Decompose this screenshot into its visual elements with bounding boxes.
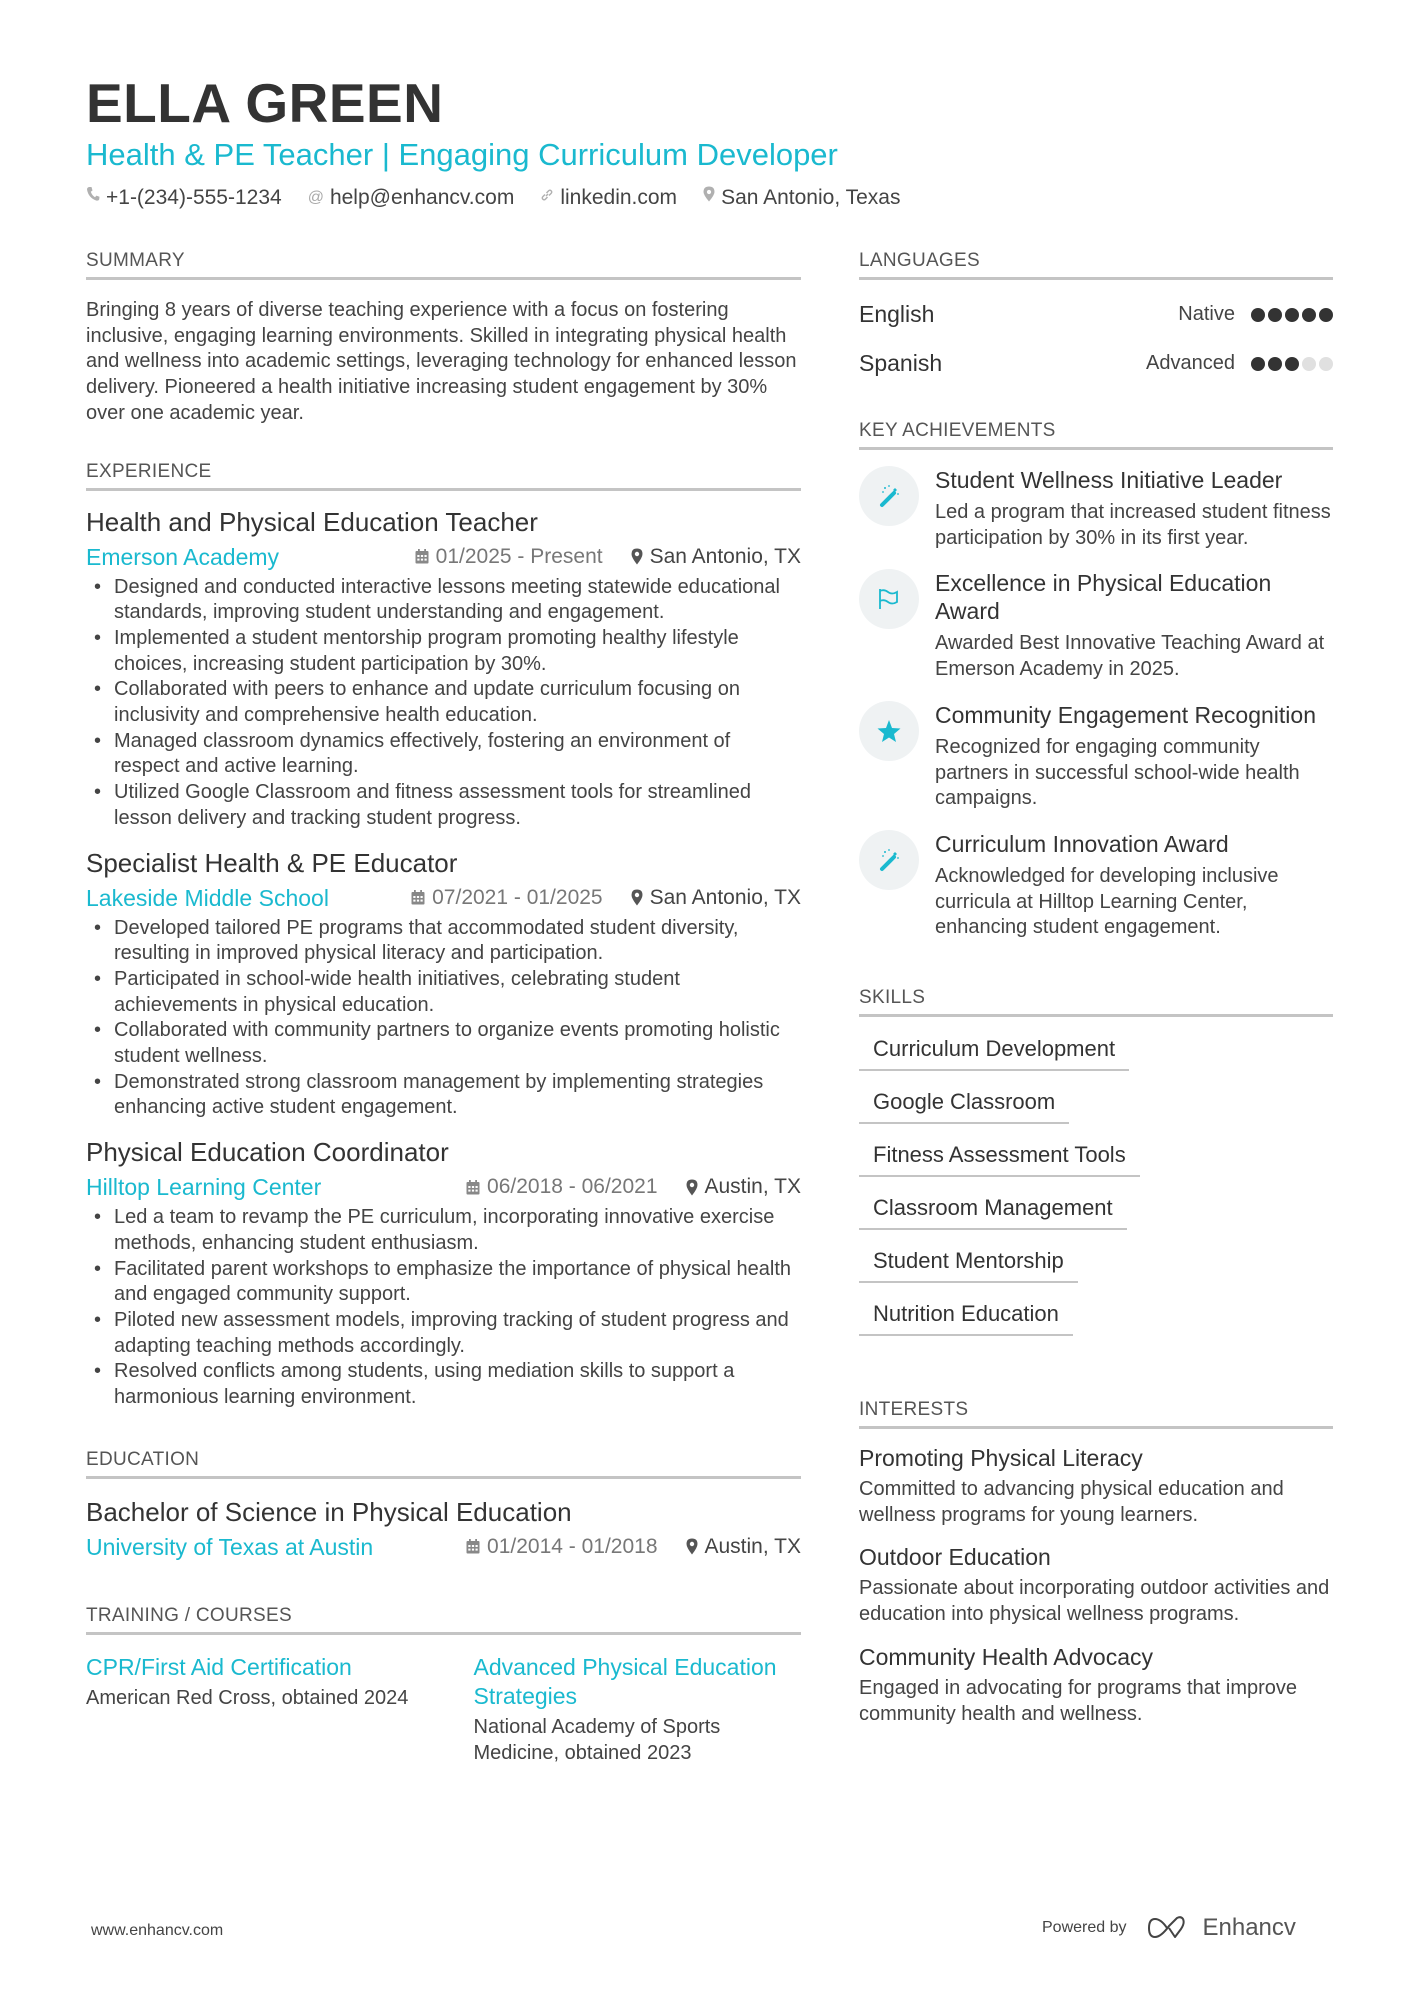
bullet-item: • Collaborated with peers to enhance and update curriculum focusing on inclusivity and comprehensive health education. — [86, 677, 801, 728]
job-bullets — [86, 575, 801, 832]
interests-section — [859, 1397, 1333, 1727]
course-item — [474, 1653, 802, 1766]
proficiency-dots — [1251, 308, 1333, 322]
linkedin-text[interactable]: linkedin.com — [560, 186, 678, 209]
section-heading: INTERESTS — [859, 1397, 1333, 1429]
location-text: San Antonio, Texas — [721, 186, 901, 209]
bullet-item: • Collaborated with community partners to organize events promoting holistic student wellness. — [86, 1018, 801, 1069]
company-name: Emerson Academy — [86, 543, 280, 570]
language-item — [859, 339, 1333, 388]
course-title: CPR/First Aid Certification — [86, 1653, 352, 1680]
job-dates: 01/2025 - Present — [435, 544, 603, 568]
interest-item — [859, 1443, 1333, 1528]
dot-filled — [1285, 308, 1299, 322]
job-dates: 06/2018 - 06/2021 — [487, 1175, 658, 1199]
course-item — [86, 1653, 414, 1766]
location-pin-icon — [703, 184, 715, 212]
skill-tag: Curriculum Development — [859, 1031, 1129, 1071]
location-pin-icon — [686, 1538, 698, 1555]
job-location: San Antonio, TX — [649, 544, 801, 568]
contact-bar — [86, 184, 1336, 212]
experience-entry — [86, 1135, 801, 1411]
courses-list — [86, 1653, 801, 1766]
language-name: Spanish — [859, 350, 943, 376]
resume-header — [86, 72, 1336, 212]
bullet-item: • Resolved conflicts among students, using mediation skills to support a harmonious learning environment. — [86, 1359, 801, 1410]
skills-section — [859, 985, 1333, 1349]
enhancv-logo-icon — [1147, 1915, 1193, 1941]
bullet-item: • Demonstrated strong classroom management by implementing strategies enhancing active student engagement. — [86, 1070, 801, 1121]
enhancv-logo[interactable] — [1147, 1914, 1296, 1942]
contact-phone — [86, 184, 282, 212]
education-entry — [86, 1495, 801, 1563]
location-pin-icon — [686, 1179, 698, 1196]
candidate-title: Health & PE Teacher | Engaging Curriculum Developer — [86, 137, 838, 172]
star-icon — [859, 701, 919, 761]
course-description: National Academy of Sports Medicine, obtained 2023 — [473, 1715, 721, 1764]
bullet-item: • Utilized Google Classroom and fitness assessment tools for streamlined lesson delivery and tracking student progress. — [86, 780, 801, 831]
job-meta — [86, 882, 801, 914]
footer-branding — [1042, 1914, 1296, 1942]
right-column — [859, 248, 1333, 1727]
section-heading: KEY ACHIEVEMENTS — [859, 418, 1333, 450]
email-text[interactable]: help@enhancv.com — [329, 186, 515, 209]
achievements-section — [859, 418, 1333, 941]
contact-linkedin[interactable] — [540, 184, 677, 212]
experience-section — [86, 459, 801, 1411]
languages-section — [859, 248, 1333, 388]
location-pin-icon — [631, 889, 643, 906]
dot-filled — [1251, 308, 1265, 322]
bullet-item: • Designed and conducted interactive lessons meeting statewide educational standards, improving student understanding and engagement. — [86, 575, 801, 626]
dot-filled — [1285, 357, 1299, 371]
achievement-description: Acknowledged for developing inclusive curricula at Hilltop Learning Center, enhancing student engagement. — [935, 864, 1279, 939]
job-title: Specialist Health & PE Educator — [86, 847, 458, 878]
footer-website-link[interactable]: www.enhancv.com — [91, 1922, 224, 1939]
training-section — [86, 1603, 801, 1766]
summary-text: Bringing 8 years of diverse teaching experience with a focus on fostering inclusive, engaging learning environments. Skilled in integrating physical health and wellness into academic settings, leveraging technology for enhanced lesson delivery. Pioneered a health initiative increasing student engagement by 30% over one academic year. — [86, 299, 797, 424]
interest-description: Committed to advancing physical education and wellness programs for young learners. — [859, 1478, 1284, 1526]
phone-text: +1-(234)-555-1234 — [106, 186, 282, 209]
achievement-title: Community Engagement Recognition — [935, 701, 1316, 728]
job-bullets — [86, 916, 801, 1122]
dot-filled — [1268, 357, 1282, 371]
bullet-item: • Led a team to revamp the PE curriculum, incorporating innovative exercise methods, enhancing student enthusiasm. — [86, 1205, 801, 1256]
magic-wand-icon — [859, 830, 919, 890]
section-heading: LANGUAGES — [859, 248, 1333, 280]
calendar-icon — [466, 1539, 480, 1554]
achievement-description: Led a program that increased student fitness participation by 30% in its first year. — [935, 501, 1331, 549]
achievement-item — [859, 569, 1333, 682]
location-pin-icon — [631, 548, 643, 565]
bullet-item: • Managed classroom dynamics effectively, fostering an environment of respect and active learning. — [86, 729, 801, 780]
bullet-item: • Implemented a student mentorship program promoting healthy lifestyle choices, increasing student participation by 30%. — [86, 626, 801, 677]
achievement-item — [859, 830, 1333, 941]
school-name: University of Texas at Austin — [86, 1533, 374, 1560]
contact-location — [703, 184, 900, 212]
interest-item — [859, 1542, 1333, 1627]
job-location: San Antonio, TX — [649, 885, 801, 909]
magic-wand-icon — [859, 466, 919, 526]
achievement-description: Awarded Best Innovative Teaching Award at Emerson Academy in 2025. — [935, 632, 1325, 681]
language-item — [859, 290, 1333, 339]
interest-title: Outdoor Education — [859, 1544, 1051, 1571]
link-icon — [540, 184, 554, 212]
achievement-item — [859, 466, 1333, 551]
job-dates: 07/2021 - 01/2025 — [432, 885, 603, 909]
company-name: Hilltop Learning Center — [86, 1174, 322, 1201]
language-level: Advanced — [1146, 352, 1235, 374]
education-meta — [86, 1531, 801, 1563]
job-location: Austin, TX — [704, 1175, 801, 1199]
bullet-item: • Participated in school-wide health initiatives, celebrating student achievements in physical education. — [86, 967, 801, 1018]
contact-email[interactable] — [308, 184, 515, 212]
course-title: Advanced Physical Education Strategies — [473, 1653, 777, 1709]
bullet-item: • Developed tailored PE programs that accommodated student diversity, resulting in improved physical literacy and participation. — [86, 916, 801, 967]
skills-list — [859, 1031, 1333, 1349]
bullet-item: • Piloted new assessment models, improving tracking of student progress and adapting teaching methods accordingly. — [86, 1308, 801, 1359]
calendar-icon — [411, 890, 425, 905]
phone-icon — [86, 184, 100, 212]
proficiency-dots — [1251, 357, 1333, 371]
experience-entry — [86, 505, 801, 832]
section-heading: EDUCATION — [86, 1447, 801, 1479]
interest-description: Engaged in advocating for programs that improve community health and wellness. — [859, 1676, 1298, 1725]
job-meta — [86, 541, 801, 573]
left-column — [86, 248, 801, 1766]
at-icon: @ — [307, 189, 324, 206]
bullet-item: • Facilitated parent workshops to emphasize the importance of physical health and engaged community support. — [86, 1257, 801, 1308]
dot-filled — [1302, 308, 1316, 322]
language-name: English — [859, 301, 935, 327]
course-description: American Red Cross, obtained 2024 — [86, 1686, 409, 1709]
job-bullets — [86, 1205, 801, 1411]
company-name: Lakeside Middle School — [86, 884, 329, 911]
dot-filled — [1319, 308, 1333, 322]
achievement-item — [859, 701, 1333, 812]
interest-title: Community Health Advocacy — [859, 1643, 1154, 1670]
interest-item — [859, 1642, 1333, 1727]
skill-tag: Classroom Management — [859, 1190, 1127, 1230]
achievement-title: Curriculum Innovation Award — [935, 830, 1229, 857]
dot-empty — [1302, 357, 1316, 371]
degree-title: Bachelor of Science in Physical Education — [86, 1496, 572, 1527]
achievement-title: Excellence in Physical Education Award — [935, 570, 1272, 625]
interest-title: Promoting Physical Literacy — [859, 1445, 1143, 1472]
language-level: Native — [1178, 303, 1235, 325]
dot-filled — [1268, 308, 1282, 322]
flag-icon — [859, 569, 919, 629]
achievement-title: Student Wellness Initiative Leader — [935, 467, 1283, 493]
job-title: Health and Physical Education Teacher — [86, 506, 538, 537]
job-meta — [86, 1171, 801, 1203]
calendar-icon — [466, 1180, 480, 1195]
experience-entry — [86, 846, 801, 1122]
achievement-description: Recognized for engaging community partners in successful school-wide health campaigns. — [935, 735, 1300, 810]
candidate-name: ELLA GREEN — [86, 72, 444, 134]
calendar-icon — [415, 549, 429, 564]
education-location: Austin, TX — [704, 1534, 801, 1558]
summary-section — [86, 248, 801, 427]
section-heading: TRAINING / COURSES — [86, 1603, 801, 1635]
interest-description: Passionate about incorporating outdoor activities and education into physical wellness programs. — [859, 1577, 1330, 1626]
dot-empty — [1319, 357, 1333, 371]
job-title: Physical Education Coordinator — [86, 1137, 449, 1168]
skill-tag: Nutrition Education — [859, 1296, 1073, 1336]
education-dates: 01/2014 - 01/2018 — [487, 1534, 658, 1558]
skill-tag: Google Classroom — [859, 1084, 1069, 1124]
education-section — [86, 1447, 801, 1563]
powered-by-label: Powered by — [1042, 1919, 1127, 1936]
section-heading: SKILLS — [859, 985, 1333, 1017]
section-heading: SUMMARY — [86, 248, 801, 280]
brand-name: Enhancv — [1202, 1914, 1296, 1941]
skill-tag: Fitness Assessment Tools — [859, 1137, 1140, 1177]
section-heading: EXPERIENCE — [86, 459, 801, 491]
skill-tag: Student Mentorship — [859, 1243, 1078, 1283]
dot-filled — [1251, 357, 1265, 371]
